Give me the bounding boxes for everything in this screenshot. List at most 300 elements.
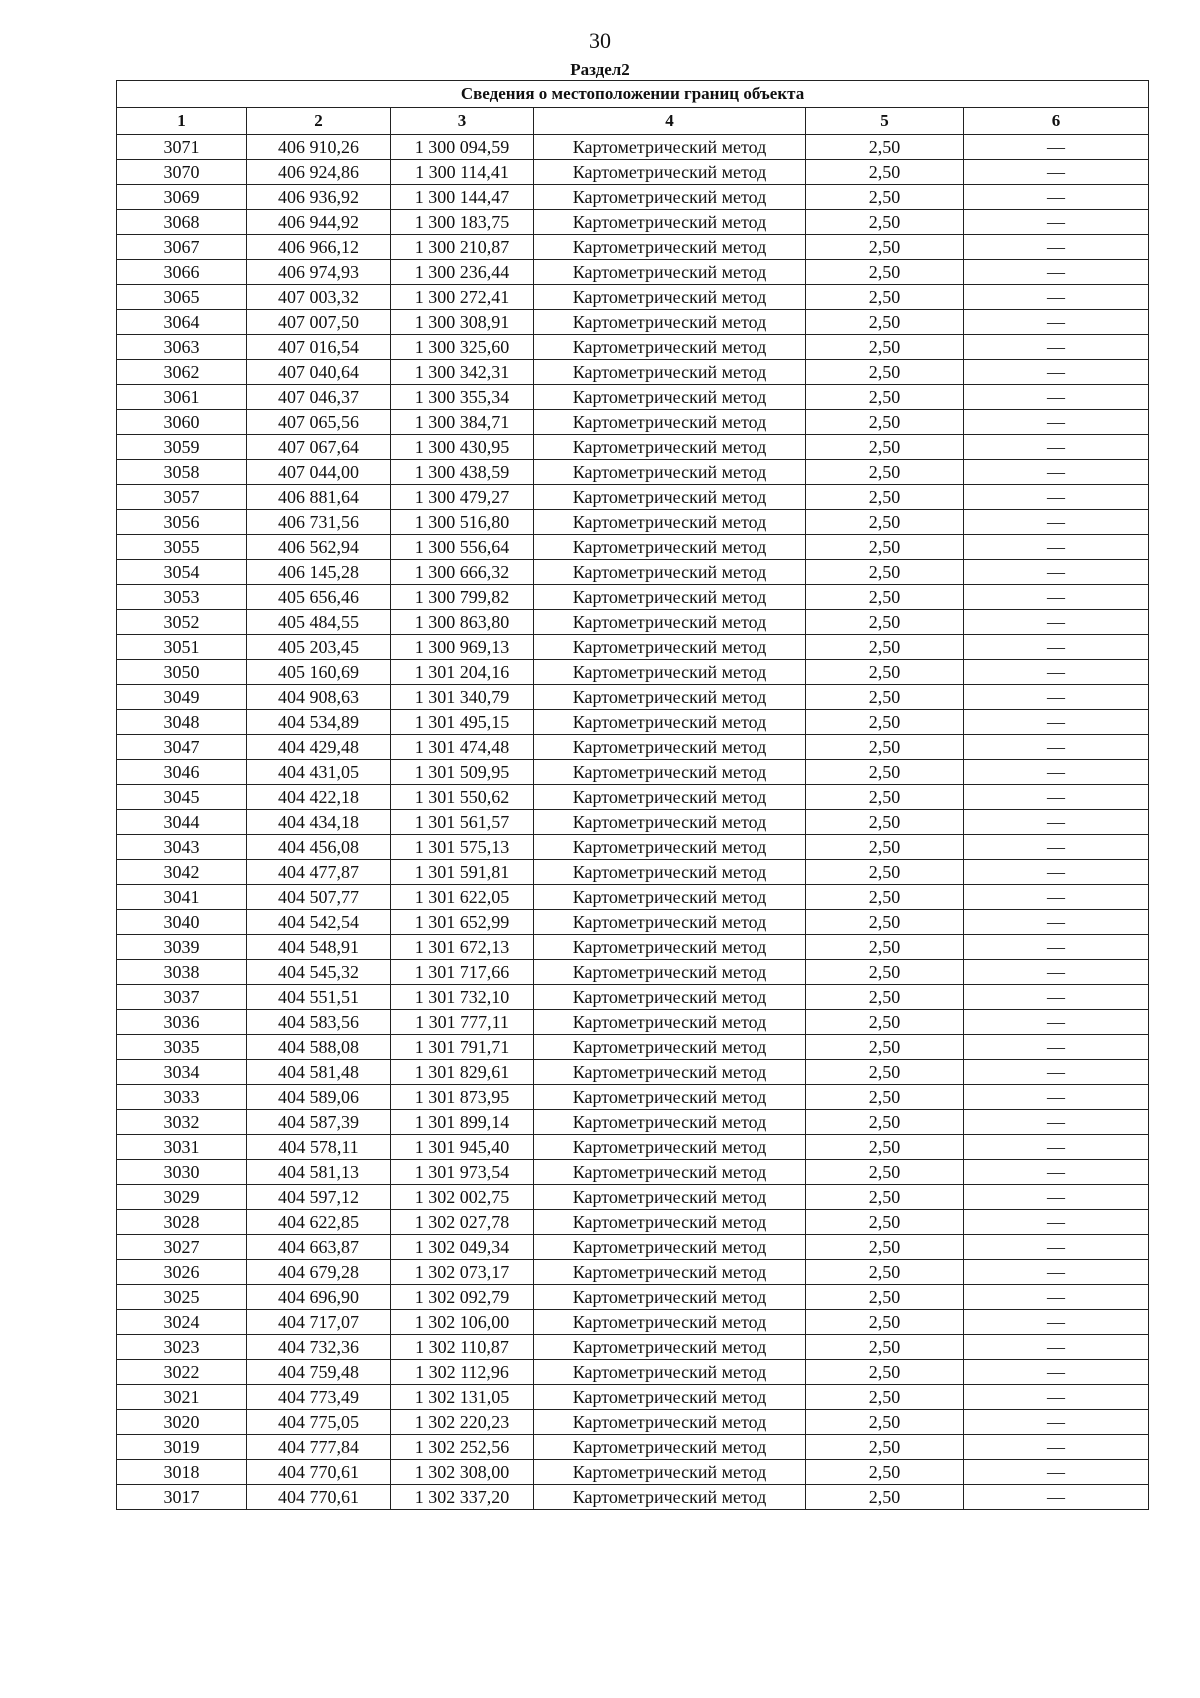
x-coordinate-cell: 404 588,08	[247, 1035, 391, 1060]
description-cell: —	[964, 710, 1149, 735]
y-coordinate-cell: 1 300 666,32	[391, 560, 534, 585]
column-header: 2	[247, 108, 391, 135]
x-coordinate-cell: 404 732,36	[247, 1335, 391, 1360]
accuracy-cell: 2,50	[806, 1135, 964, 1160]
table-row	[117, 260, 1149, 285]
y-coordinate-cell: 1 302 092,79	[391, 1285, 534, 1310]
page-number: 30	[589, 28, 611, 53]
x-coordinate-cell: 404 551,51	[247, 985, 391, 1010]
description-cell: —	[964, 810, 1149, 835]
point-number-cell: 3034	[117, 1060, 247, 1085]
point-number-cell: 3017	[117, 1485, 247, 1510]
accuracy-cell: 2,50	[806, 610, 964, 635]
y-coordinate-cell: 1 300 236,44	[391, 260, 534, 285]
y-coordinate-cell: 1 302 073,17	[391, 1260, 534, 1285]
x-coordinate-cell: 407 016,54	[247, 335, 391, 360]
accuracy-cell: 2,50	[806, 260, 964, 285]
y-coordinate-cell: 1 300 272,41	[391, 285, 534, 310]
description-cell: —	[964, 835, 1149, 860]
y-coordinate-cell: 1 301 777,11	[391, 1010, 534, 1035]
table-row	[117, 310, 1149, 335]
y-coordinate-cell: 1 301 575,13	[391, 835, 534, 860]
y-coordinate-cell: 1 300 355,34	[391, 385, 534, 410]
y-coordinate-cell: 1 300 325,60	[391, 335, 534, 360]
description-cell: —	[964, 1185, 1149, 1210]
accuracy-cell: 2,50	[806, 510, 964, 535]
table-row	[117, 1410, 1149, 1435]
method-cell: Картометрический метод	[534, 285, 806, 310]
method-cell: Картометрический метод	[534, 210, 806, 235]
point-number-cell: 3031	[117, 1135, 247, 1160]
description-cell: —	[964, 1435, 1149, 1460]
method-cell: Картометрический метод	[534, 1285, 806, 1310]
y-coordinate-cell: 1 300 342,31	[391, 360, 534, 385]
accuracy-cell: 2,50	[806, 710, 964, 735]
table-row	[117, 985, 1149, 1010]
description-cell: —	[964, 735, 1149, 760]
accuracy-cell: 2,50	[806, 1010, 964, 1035]
point-number-cell: 3044	[117, 810, 247, 835]
description-cell: —	[964, 935, 1149, 960]
description-cell: —	[964, 1310, 1149, 1335]
point-number-cell: 3041	[117, 885, 247, 910]
description-cell: —	[964, 785, 1149, 810]
accuracy-cell: 2,50	[806, 1435, 964, 1460]
x-coordinate-cell: 406 731,56	[247, 510, 391, 535]
x-coordinate-cell: 404 578,11	[247, 1135, 391, 1160]
accuracy-cell: 2,50	[806, 160, 964, 185]
description-cell: —	[964, 1135, 1149, 1160]
point-number-cell: 3026	[117, 1260, 247, 1285]
description-cell: —	[964, 1385, 1149, 1410]
y-coordinate-cell: 1 302 002,75	[391, 1185, 534, 1210]
point-number-cell: 3018	[117, 1460, 247, 1485]
point-number-cell: 3053	[117, 585, 247, 610]
point-number-cell: 3062	[117, 360, 247, 385]
accuracy-cell: 2,50	[806, 1035, 964, 1060]
y-coordinate-cell: 1 301 495,15	[391, 710, 534, 735]
accuracy-cell: 2,50	[806, 285, 964, 310]
x-coordinate-cell: 405 484,55	[247, 610, 391, 635]
point-number-cell: 3056	[117, 510, 247, 535]
y-coordinate-cell: 1 301 550,62	[391, 785, 534, 810]
y-coordinate-cell: 1 302 308,00	[391, 1460, 534, 1485]
accuracy-cell: 2,50	[806, 1285, 964, 1310]
accuracy-cell: 2,50	[806, 360, 964, 385]
y-coordinate-cell: 1 301 873,95	[391, 1085, 534, 1110]
y-coordinate-cell: 1 301 829,61	[391, 1060, 534, 1085]
method-cell: Картометрический метод	[534, 135, 806, 160]
table-row	[117, 1085, 1149, 1110]
description-cell: —	[964, 1085, 1149, 1110]
y-coordinate-cell: 1 301 591,81	[391, 860, 534, 885]
point-number-cell: 3057	[117, 485, 247, 510]
point-number-cell: 3030	[117, 1160, 247, 1185]
table-row	[117, 560, 1149, 585]
x-coordinate-cell: 404 717,07	[247, 1310, 391, 1335]
accuracy-cell: 2,50	[806, 310, 964, 335]
x-coordinate-cell: 404 477,87	[247, 860, 391, 885]
y-coordinate-cell: 1 300 556,64	[391, 535, 534, 560]
point-number-cell: 3050	[117, 660, 247, 685]
description-cell: —	[964, 1210, 1149, 1235]
accuracy-cell: 2,50	[806, 1160, 964, 1185]
table-row	[117, 1285, 1149, 1310]
point-number-cell: 3066	[117, 260, 247, 285]
point-number-cell: 3046	[117, 760, 247, 785]
description-cell: —	[964, 1285, 1149, 1310]
method-cell: Картометрический метод	[534, 1435, 806, 1460]
accuracy-cell: 2,50	[806, 810, 964, 835]
section-title: Раздел2	[570, 60, 630, 79]
y-coordinate-cell: 1 301 509,95	[391, 760, 534, 785]
method-cell: Картометрический метод	[534, 1310, 806, 1335]
x-coordinate-cell: 404 456,08	[247, 835, 391, 860]
point-number-cell: 3048	[117, 710, 247, 735]
accuracy-cell: 2,50	[806, 985, 964, 1010]
point-number-cell: 3070	[117, 160, 247, 185]
method-cell: Картометрический метод	[534, 1185, 806, 1210]
column-header: 1	[117, 108, 247, 135]
x-coordinate-cell: 404 759,48	[247, 1360, 391, 1385]
table-row	[117, 835, 1149, 860]
method-cell: Картометрический метод	[534, 385, 806, 410]
method-cell: Картометрический метод	[534, 635, 806, 660]
method-cell: Картометрический метод	[534, 1160, 806, 1185]
x-coordinate-cell: 405 656,46	[247, 585, 391, 610]
point-number-cell: 3059	[117, 435, 247, 460]
y-coordinate-cell: 1 302 049,34	[391, 1235, 534, 1260]
x-coordinate-cell: 404 534,89	[247, 710, 391, 735]
x-coordinate-cell: 404 589,06	[247, 1085, 391, 1110]
point-number-cell: 3068	[117, 210, 247, 235]
method-cell: Картометрический метод	[534, 960, 806, 985]
x-coordinate-cell: 407 065,56	[247, 410, 391, 435]
description-cell: —	[964, 1485, 1149, 1510]
x-coordinate-cell: 406 944,92	[247, 210, 391, 235]
method-cell: Картометрический метод	[534, 1260, 806, 1285]
description-cell: —	[964, 360, 1149, 385]
x-coordinate-cell: 404 587,39	[247, 1110, 391, 1135]
x-coordinate-cell: 404 581,48	[247, 1060, 391, 1085]
table-row	[117, 1460, 1149, 1485]
x-coordinate-cell: 404 777,84	[247, 1435, 391, 1460]
method-cell: Картометрический метод	[534, 660, 806, 685]
table-row	[117, 960, 1149, 985]
accuracy-cell: 2,50	[806, 935, 964, 960]
accuracy-cell: 2,50	[806, 885, 964, 910]
y-coordinate-cell: 1 300 438,59	[391, 460, 534, 485]
description-cell: —	[964, 210, 1149, 235]
method-cell: Картометрический метод	[534, 235, 806, 260]
method-cell: Картометрический метод	[534, 510, 806, 535]
x-coordinate-cell: 404 770,61	[247, 1460, 391, 1485]
table-body	[117, 135, 1149, 1510]
accuracy-cell: 2,50	[806, 585, 964, 610]
table-row	[117, 1385, 1149, 1410]
y-coordinate-cell: 1 300 799,82	[391, 585, 534, 610]
table-row	[117, 385, 1149, 410]
table-row	[117, 1435, 1149, 1460]
x-coordinate-cell: 404 431,05	[247, 760, 391, 785]
description-cell: —	[964, 585, 1149, 610]
description-cell: —	[964, 885, 1149, 910]
method-cell: Картометрический метод	[534, 435, 806, 460]
accuracy-cell: 2,50	[806, 1485, 964, 1510]
point-number-cell: 3022	[117, 1360, 247, 1385]
x-coordinate-cell: 404 622,85	[247, 1210, 391, 1235]
description-cell: —	[964, 685, 1149, 710]
method-cell: Картометрический метод	[534, 1485, 806, 1510]
method-cell: Картометрический метод	[534, 760, 806, 785]
point-number-cell: 3064	[117, 310, 247, 335]
table-row	[117, 185, 1149, 210]
table-row	[117, 885, 1149, 910]
y-coordinate-cell: 1 301 622,05	[391, 885, 534, 910]
table-row	[117, 160, 1149, 185]
accuracy-cell: 2,50	[806, 785, 964, 810]
table-row	[117, 460, 1149, 485]
accuracy-cell: 2,50	[806, 660, 964, 685]
x-coordinate-cell: 404 545,32	[247, 960, 391, 985]
method-cell: Картометрический метод	[534, 985, 806, 1010]
y-coordinate-cell: 1 302 131,05	[391, 1385, 534, 1410]
y-coordinate-cell: 1 301 945,40	[391, 1135, 534, 1160]
accuracy-cell: 2,50	[806, 910, 964, 935]
table-row	[117, 1260, 1149, 1285]
accuracy-cell: 2,50	[806, 735, 964, 760]
table-row	[117, 935, 1149, 960]
point-number-cell: 3043	[117, 835, 247, 860]
point-number-cell: 3024	[117, 1310, 247, 1335]
table-row	[117, 1235, 1149, 1260]
table-row	[117, 410, 1149, 435]
y-coordinate-cell: 1 301 474,48	[391, 735, 534, 760]
accuracy-cell: 2,50	[806, 1410, 964, 1435]
table-row	[117, 335, 1149, 360]
y-coordinate-cell: 1 301 652,99	[391, 910, 534, 935]
column-header: 5	[806, 108, 964, 135]
accuracy-cell: 2,50	[806, 1310, 964, 1335]
x-coordinate-cell: 406 562,94	[247, 535, 391, 560]
point-number-cell: 3069	[117, 185, 247, 210]
boundary-coordinates-table	[116, 80, 1149, 1510]
method-cell: Картометрический метод	[534, 1360, 806, 1385]
description-cell: —	[964, 1460, 1149, 1485]
description-cell: —	[964, 235, 1149, 260]
y-coordinate-cell: 1 300 969,13	[391, 635, 534, 660]
description-cell: —	[964, 1010, 1149, 1035]
table-row	[117, 735, 1149, 760]
accuracy-cell: 2,50	[806, 385, 964, 410]
accuracy-cell: 2,50	[806, 635, 964, 660]
method-cell: Картометрический метод	[534, 785, 806, 810]
description-cell: —	[964, 310, 1149, 335]
x-coordinate-cell: 407 040,64	[247, 360, 391, 385]
method-cell: Картометрический метод	[534, 1385, 806, 1410]
accuracy-cell: 2,50	[806, 135, 964, 160]
accuracy-cell: 2,50	[806, 335, 964, 360]
method-cell: Картометрический метод	[534, 160, 806, 185]
description-cell: —	[964, 960, 1149, 985]
x-coordinate-cell: 404 422,18	[247, 785, 391, 810]
y-coordinate-cell: 1 301 561,57	[391, 810, 534, 835]
x-coordinate-cell: 407 007,50	[247, 310, 391, 335]
x-coordinate-cell: 407 003,32	[247, 285, 391, 310]
description-cell: —	[964, 285, 1149, 310]
description-cell: —	[964, 135, 1149, 160]
point-number-cell: 3038	[117, 960, 247, 985]
description-cell: —	[964, 160, 1149, 185]
y-coordinate-cell: 1 302 027,78	[391, 1210, 534, 1235]
method-cell: Картометрический метод	[534, 1035, 806, 1060]
point-number-cell: 3036	[117, 1010, 247, 1035]
accuracy-cell: 2,50	[806, 1085, 964, 1110]
x-coordinate-cell: 405 160,69	[247, 660, 391, 685]
column-header: 6	[964, 108, 1149, 135]
accuracy-cell: 2,50	[806, 1060, 964, 1085]
accuracy-cell: 2,50	[806, 1110, 964, 1135]
x-coordinate-cell: 404 434,18	[247, 810, 391, 835]
y-coordinate-cell: 1 300 863,80	[391, 610, 534, 635]
method-cell: Картометрический метод	[534, 710, 806, 735]
description-cell: —	[964, 435, 1149, 460]
method-cell: Картометрический метод	[534, 1135, 806, 1160]
accuracy-cell: 2,50	[806, 185, 964, 210]
table-row	[117, 660, 1149, 685]
y-coordinate-cell: 1 302 112,96	[391, 1360, 534, 1385]
method-cell: Картометрический метод	[534, 1460, 806, 1485]
accuracy-cell: 2,50	[806, 235, 964, 260]
column-header: 3	[391, 108, 534, 135]
description-cell: —	[964, 760, 1149, 785]
x-coordinate-cell: 404 583,56	[247, 1010, 391, 1035]
method-cell: Картометрический метод	[534, 810, 806, 835]
x-coordinate-cell: 404 663,87	[247, 1235, 391, 1260]
table-row	[117, 710, 1149, 735]
x-coordinate-cell: 404 696,90	[247, 1285, 391, 1310]
description-cell: —	[964, 460, 1149, 485]
x-coordinate-cell: 404 581,13	[247, 1160, 391, 1185]
accuracy-cell: 2,50	[806, 835, 964, 860]
description-cell: —	[964, 860, 1149, 885]
accuracy-cell: 2,50	[806, 485, 964, 510]
y-coordinate-cell: 1 300 430,95	[391, 435, 534, 460]
x-coordinate-cell: 404 908,63	[247, 685, 391, 710]
table-row	[117, 285, 1149, 310]
description-cell: —	[964, 410, 1149, 435]
point-number-cell: 3028	[117, 1210, 247, 1235]
method-cell: Картометрический метод	[534, 860, 806, 885]
accuracy-cell: 2,50	[806, 760, 964, 785]
point-number-cell: 3071	[117, 135, 247, 160]
point-number-cell: 3033	[117, 1085, 247, 1110]
x-coordinate-cell: 404 679,28	[247, 1260, 391, 1285]
accuracy-cell: 2,50	[806, 960, 964, 985]
x-coordinate-cell: 404 548,91	[247, 935, 391, 960]
description-cell: —	[964, 910, 1149, 935]
y-coordinate-cell: 1 302 110,87	[391, 1335, 534, 1360]
point-number-cell: 3060	[117, 410, 247, 435]
description-cell: —	[964, 1060, 1149, 1085]
description-cell: —	[964, 635, 1149, 660]
accuracy-cell: 2,50	[806, 1260, 964, 1285]
point-number-cell: 3049	[117, 685, 247, 710]
y-coordinate-cell: 1 300 516,80	[391, 510, 534, 535]
accuracy-cell: 2,50	[806, 560, 964, 585]
method-cell: Картометрический метод	[534, 360, 806, 385]
accuracy-cell: 2,50	[806, 435, 964, 460]
table-row	[117, 1335, 1149, 1360]
table-row	[117, 360, 1149, 385]
x-coordinate-cell: 406 145,28	[247, 560, 391, 585]
table-row	[117, 535, 1149, 560]
method-cell: Картометрический метод	[534, 1060, 806, 1085]
method-cell: Картометрический метод	[534, 835, 806, 860]
accuracy-cell: 2,50	[806, 410, 964, 435]
x-coordinate-cell: 406 966,12	[247, 235, 391, 260]
method-cell: Картометрический метод	[534, 410, 806, 435]
table-row	[117, 785, 1149, 810]
y-coordinate-cell: 1 302 337,20	[391, 1485, 534, 1510]
accuracy-cell: 2,50	[806, 210, 964, 235]
y-coordinate-cell: 1 300 479,27	[391, 485, 534, 510]
table-row	[117, 1310, 1149, 1335]
method-cell: Картометрический метод	[534, 460, 806, 485]
table-row	[117, 860, 1149, 885]
description-cell: —	[964, 185, 1149, 210]
point-number-cell: 3063	[117, 335, 247, 360]
table-row	[117, 510, 1149, 535]
method-cell: Картометрический метод	[534, 485, 806, 510]
description-cell: —	[964, 510, 1149, 535]
method-cell: Картометрический метод	[534, 685, 806, 710]
description-cell: —	[964, 1335, 1149, 1360]
method-cell: Картометрический метод	[534, 935, 806, 960]
method-cell: Картометрический метод	[534, 1210, 806, 1235]
accuracy-cell: 2,50	[806, 1335, 964, 1360]
point-number-cell: 3055	[117, 535, 247, 560]
y-coordinate-cell: 1 300 384,71	[391, 410, 534, 435]
table-row	[117, 1160, 1149, 1185]
method-cell: Картометрический метод	[534, 1010, 806, 1035]
y-coordinate-cell: 1 301 672,13	[391, 935, 534, 960]
table-row	[117, 135, 1149, 160]
table-row	[117, 760, 1149, 785]
table-row	[117, 1185, 1149, 1210]
point-number-cell: 3039	[117, 935, 247, 960]
description-cell: —	[964, 660, 1149, 685]
point-number-cell: 3042	[117, 860, 247, 885]
x-coordinate-cell: 404 770,61	[247, 1485, 391, 1510]
accuracy-cell: 2,50	[806, 460, 964, 485]
description-cell: —	[964, 260, 1149, 285]
method-cell: Картометрический метод	[534, 910, 806, 935]
point-number-cell: 3027	[117, 1235, 247, 1260]
accuracy-cell: 2,50	[806, 685, 964, 710]
description-cell: —	[964, 385, 1149, 410]
point-number-cell: 3047	[117, 735, 247, 760]
point-number-cell: 3035	[117, 1035, 247, 1060]
y-coordinate-cell: 1 301 791,71	[391, 1035, 534, 1060]
y-coordinate-cell: 1 300 144,47	[391, 185, 534, 210]
description-cell: —	[964, 560, 1149, 585]
table-row	[117, 235, 1149, 260]
method-cell: Картометрический метод	[534, 1085, 806, 1110]
y-coordinate-cell: 1 300 308,91	[391, 310, 534, 335]
y-coordinate-cell: 1 301 204,16	[391, 660, 534, 685]
point-number-cell: 3067	[117, 235, 247, 260]
